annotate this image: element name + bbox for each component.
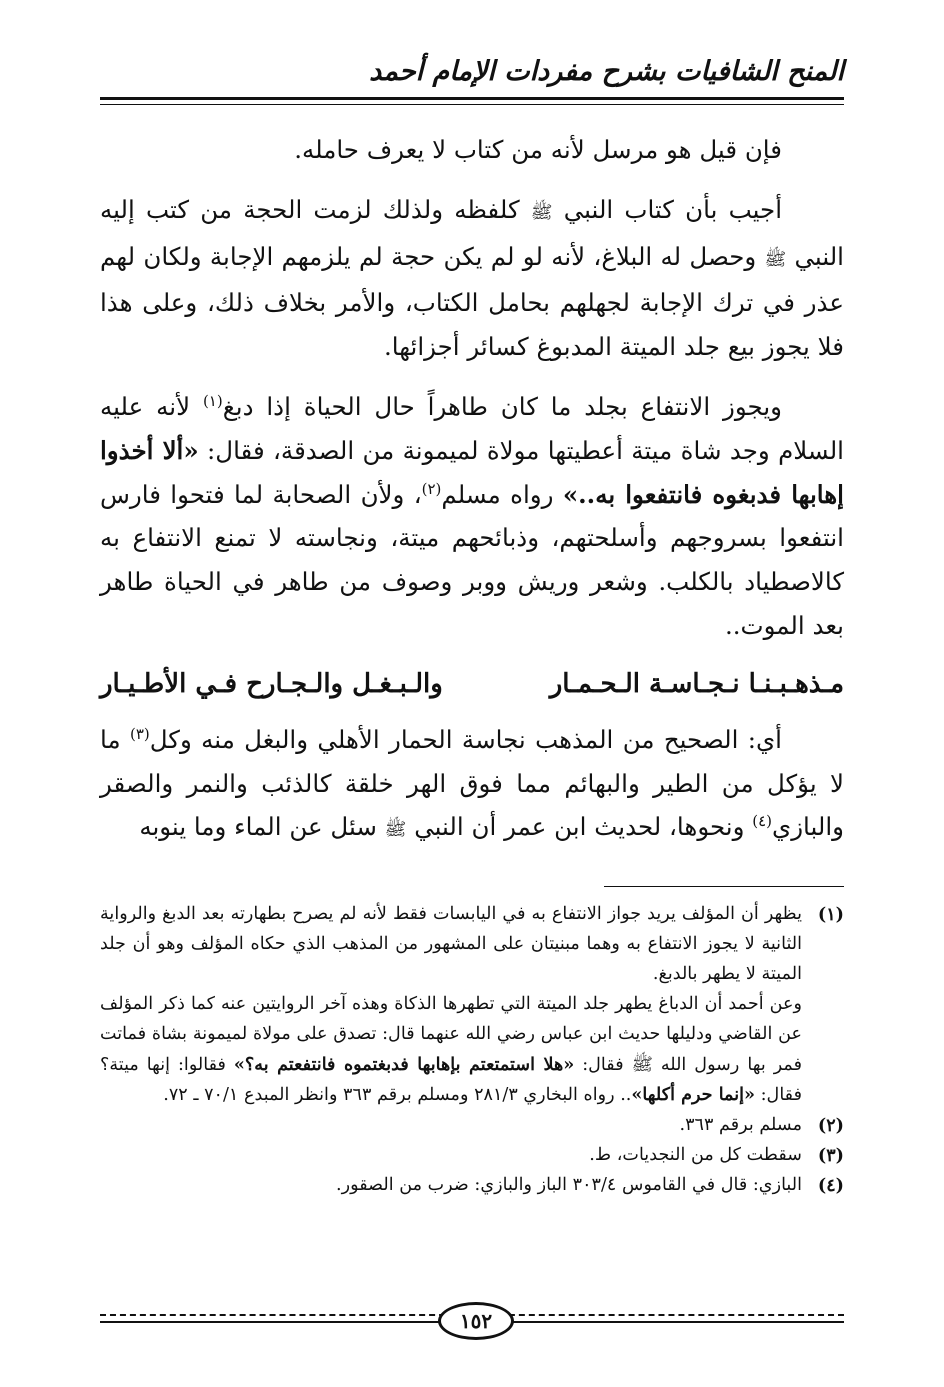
footnote-number: (٣) [817, 1145, 844, 1167]
verse-hemistich-right: مـذهـبـنـا نـجـاسـة الـحـمـار [549, 668, 844, 699]
footnote-number: (١) [817, 904, 844, 925]
footnote-ref-2[interactable]: (٢) [421, 479, 442, 498]
paragraph-3 [100, 385, 844, 648]
text-run: .. رواه البخاري ٢٨١/٣ ومسلم برقم ٣٦٣ وانظر المبدع ٧٠/١ ـ ٧٢. [163, 1085, 632, 1106]
footnote-number: (٤) [817, 1175, 844, 1197]
paragraph-2 [100, 188, 844, 369]
paragraph-1: فإن قيل هو مرسل لأنه من كتاب لا يعرف حامله. [294, 135, 782, 164]
text-run: كلفظه ولذلك لزمت الحجة من كتب إليه النبي [100, 194, 844, 271]
text-run: أجيب بأن كتاب النبي [563, 194, 782, 224]
footnote-1-continued [100, 990, 802, 1112]
text-run: سئل عن الماء وما ينوبه [139, 812, 377, 842]
text-run: ، ولأن الصحابة لما فتحوا فارس انتفعوا بسروجهم وأسلحتهم، وذبائحهم ميتة، ونجاسته لا تمنع الانتفاع به كالاصطياد بالكلب. وشعر وريش ووبر وصوف من طاهر في الحياة طاهر بعد الموت.. [100, 479, 844, 640]
verse-hemistich-left: والـبـغـل والـجـارح فـي الأطـيـار [100, 668, 443, 699]
text-run: لأنه عليه السلام وجد شاة ميتة أعطيتها مولاة لميمونة من الصدقة، فقال: [100, 391, 844, 465]
footnote-ref-4[interactable]: (٤) [752, 812, 773, 831]
pbuh-ligature: ﷺ [631, 1054, 653, 1075]
footnote-number: (٢) [817, 1115, 844, 1137]
text-run: وعن أحمد أن الدباغ يطهر جلد الميتة التي تطهرها الذكاة وهذه آخر الروايتين عنه كما ذكر المؤلف عن القاضي ودليلها حديث ابن عباس رضي الله عنهما قال: تصدق على مولاة لميمونة بشاة فماتت فمر بها رسول الله [100, 993, 802, 1075]
page-number: ١٥٢ [438, 1302, 514, 1340]
footnote-1 [100, 900, 844, 990]
hadith-quote: «ألا أخذوا إهابها فدبغوه فانتفعوا به..» [100, 435, 844, 509]
footnote-3 [100, 1141, 844, 1171]
footnotes [100, 900, 844, 1201]
footnote-ref-3[interactable]: (٣) [129, 724, 150, 743]
paragraph-4 [100, 718, 844, 852]
footnote-text: مسلم برقم ٣٦٣. [679, 1115, 802, 1136]
text-run: ونحوها، لحديث ابن عمر أن النبي [414, 812, 745, 842]
verse-heading [100, 662, 844, 706]
page-footer [100, 1308, 844, 1338]
footnote-4 [100, 1171, 844, 1201]
header-rule-thin [100, 104, 844, 105]
text-run: وحصل له البلاغ، لأنه لو لم يكن حجة لم يلزمهم الإجابة ولكان لهم عذر في ترك الإجابة لجهلهم بحامل الكتاب، والأمر بخلاف ذلك، وعلى هذا فلا يجوز بيع جلد الميتة المدبوغ كسائر أجزائها. [100, 241, 844, 362]
hadith-quote: «إنما حرم أكلها» [631, 1084, 756, 1106]
running-header: المنح الشافيات بشرح مفردات الإمام أحمد [369, 56, 844, 87]
footnote-ref-1[interactable]: (١) [202, 391, 223, 410]
header-rule [100, 97, 844, 100]
pbuh-ligature: ﷺ [384, 819, 407, 841]
text-run: فقالوا: إنها ميتة؟ فقال: [100, 1054, 802, 1106]
footnote-text: يظهر أن المؤلف يريد جواز الانتفاع به في اليابسات فقط لأنه لم يصرح بطهارته بعد الدبغ والرواية الثانية لا يجوز الانتفاع به وهما مبنيتان على المشهور من المذهب الذي حكاه المؤلف وهو أن جلد الميتة لا يطهر بالدبغ. [100, 904, 802, 984]
hadith-quote: «هلا استمتعتم بإهابها فدبغتموه فانتفعتم به؟» [233, 1053, 575, 1075]
text-run: ما لا يؤكل من الطير والبهائم مما فوق الهر خلقة كالذئب والنمر والصقر والبازي [100, 724, 844, 842]
footnote-text: سقطت كل من النجديات، ط. [589, 1145, 802, 1166]
footnote-text: البازي: قال في القاموس ٣٠٣/٤ الباز والبازي: ضرب من الصقور. [336, 1175, 802, 1196]
pbuh-ligature: ﷺ [530, 201, 553, 223]
text-run: ويجوز الانتفاع بجلد ما كان طاهراً حال الحياة إذا دبغ [222, 391, 782, 421]
main-text [100, 128, 844, 852]
footnote-separator [604, 886, 844, 887]
pbuh-ligature: ﷺ [764, 248, 787, 270]
text-run: فقال: [582, 1054, 624, 1075]
text-run: رواه مسلم [441, 479, 554, 509]
footnote-2 [100, 1111, 844, 1141]
text-run: أي: الصحيح من المذهب نجاسة الحمار الأهلي والبغل منه وكل [149, 724, 782, 754]
